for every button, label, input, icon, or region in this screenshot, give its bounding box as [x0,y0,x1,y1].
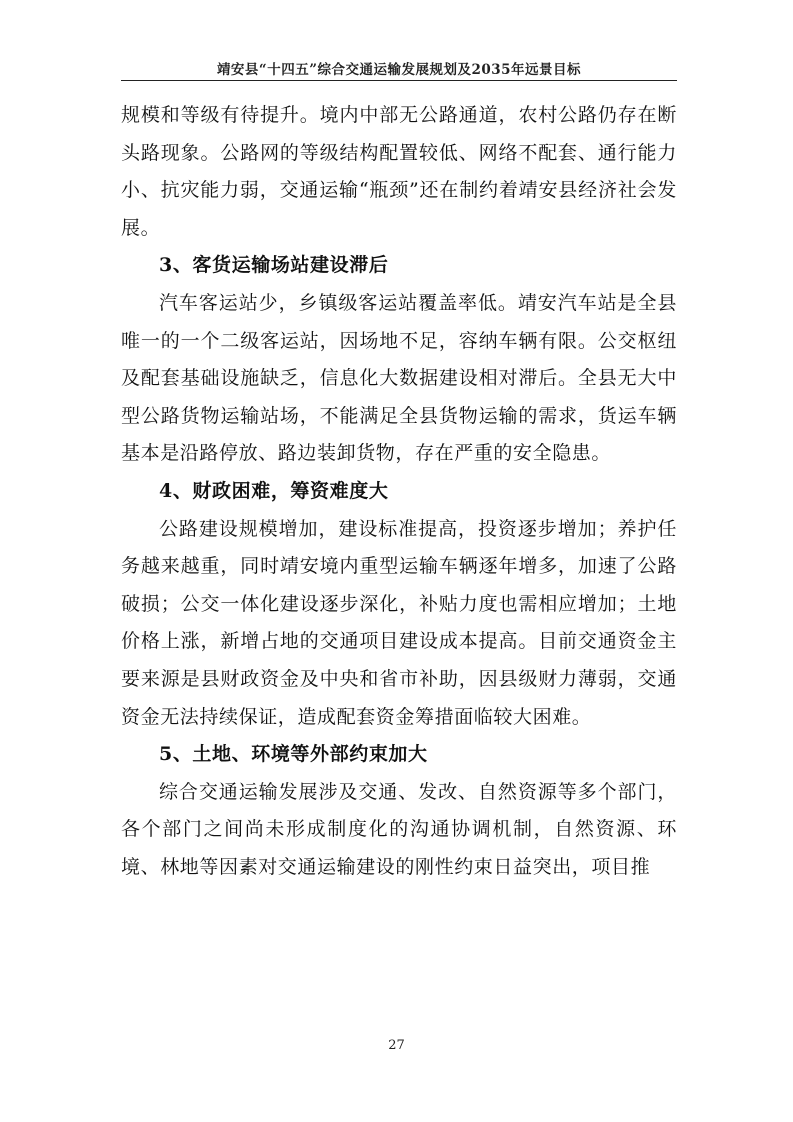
paragraph-financial-difficulty: 公路建设规模增加，建设标准提高，投资逐步增加；养护任务越来越重，同时靖安境内重型运输车辆逐年增多，加速了公路破损；公交一体化建设逐步深化，补贴力度也需相应增加；土地价格上涨，新增占地的交通项目建设成本提高。目前交通资金主要来源是县财政资金及中央和省市补助，因县级财力薄弱，交通资金无法持续保证，造成配套资金筹措面临较大困难。 [121,517,677,728]
paragraph-external-constraints: 综合交通运输发展涉及交通、发改、自然资源等多个部门，各个部门之间尚未形成制度化的沟通协调机制，自然资源、环境、林地等因素对交通运输建设的刚性约束日益突出，项目推 [121,780,677,878]
header-divider [121,80,677,81]
running-header: 靖安县“十四五”综合交通运输发展规划及2035年远景目标 [216,62,582,78]
paragraph-passenger-freight-stations: 汽车客运站少，乡镇级客运站覆盖率低。靖安汽车站是全县唯一的一个二级客运站，因场地不足，容纳车辆有限。公交枢纽及配套基础设施缺乏，信息化大数据建设相对滞后。全县无大中型公路货物运输站场，不能满足全县货物运输的需求，货运车辆基本是沿路停放、路边装卸货物，存在严重的安全隐患。 [121,291,677,465]
paragraph-continued: 规模和等级有待提升。境内中部无公路通道，农村公路仍存在断头路现象。公路网的等级结构配置较低、网络不配套、通行能力小、抗灾能力弱，交通运输“瓶颈”还在制约着靖安县经济社会发展。 [121,104,677,239]
page-body [121,97,677,886]
page-number: 27 [388,1038,405,1053]
section-heading-5: 5、土地、环境等外部约束加大 [159,743,428,766]
section-heading-3: 3、客货运输场站建设滞后 [159,254,389,277]
section-heading-4: 4、财政困难，筹资难度大 [159,479,389,502]
